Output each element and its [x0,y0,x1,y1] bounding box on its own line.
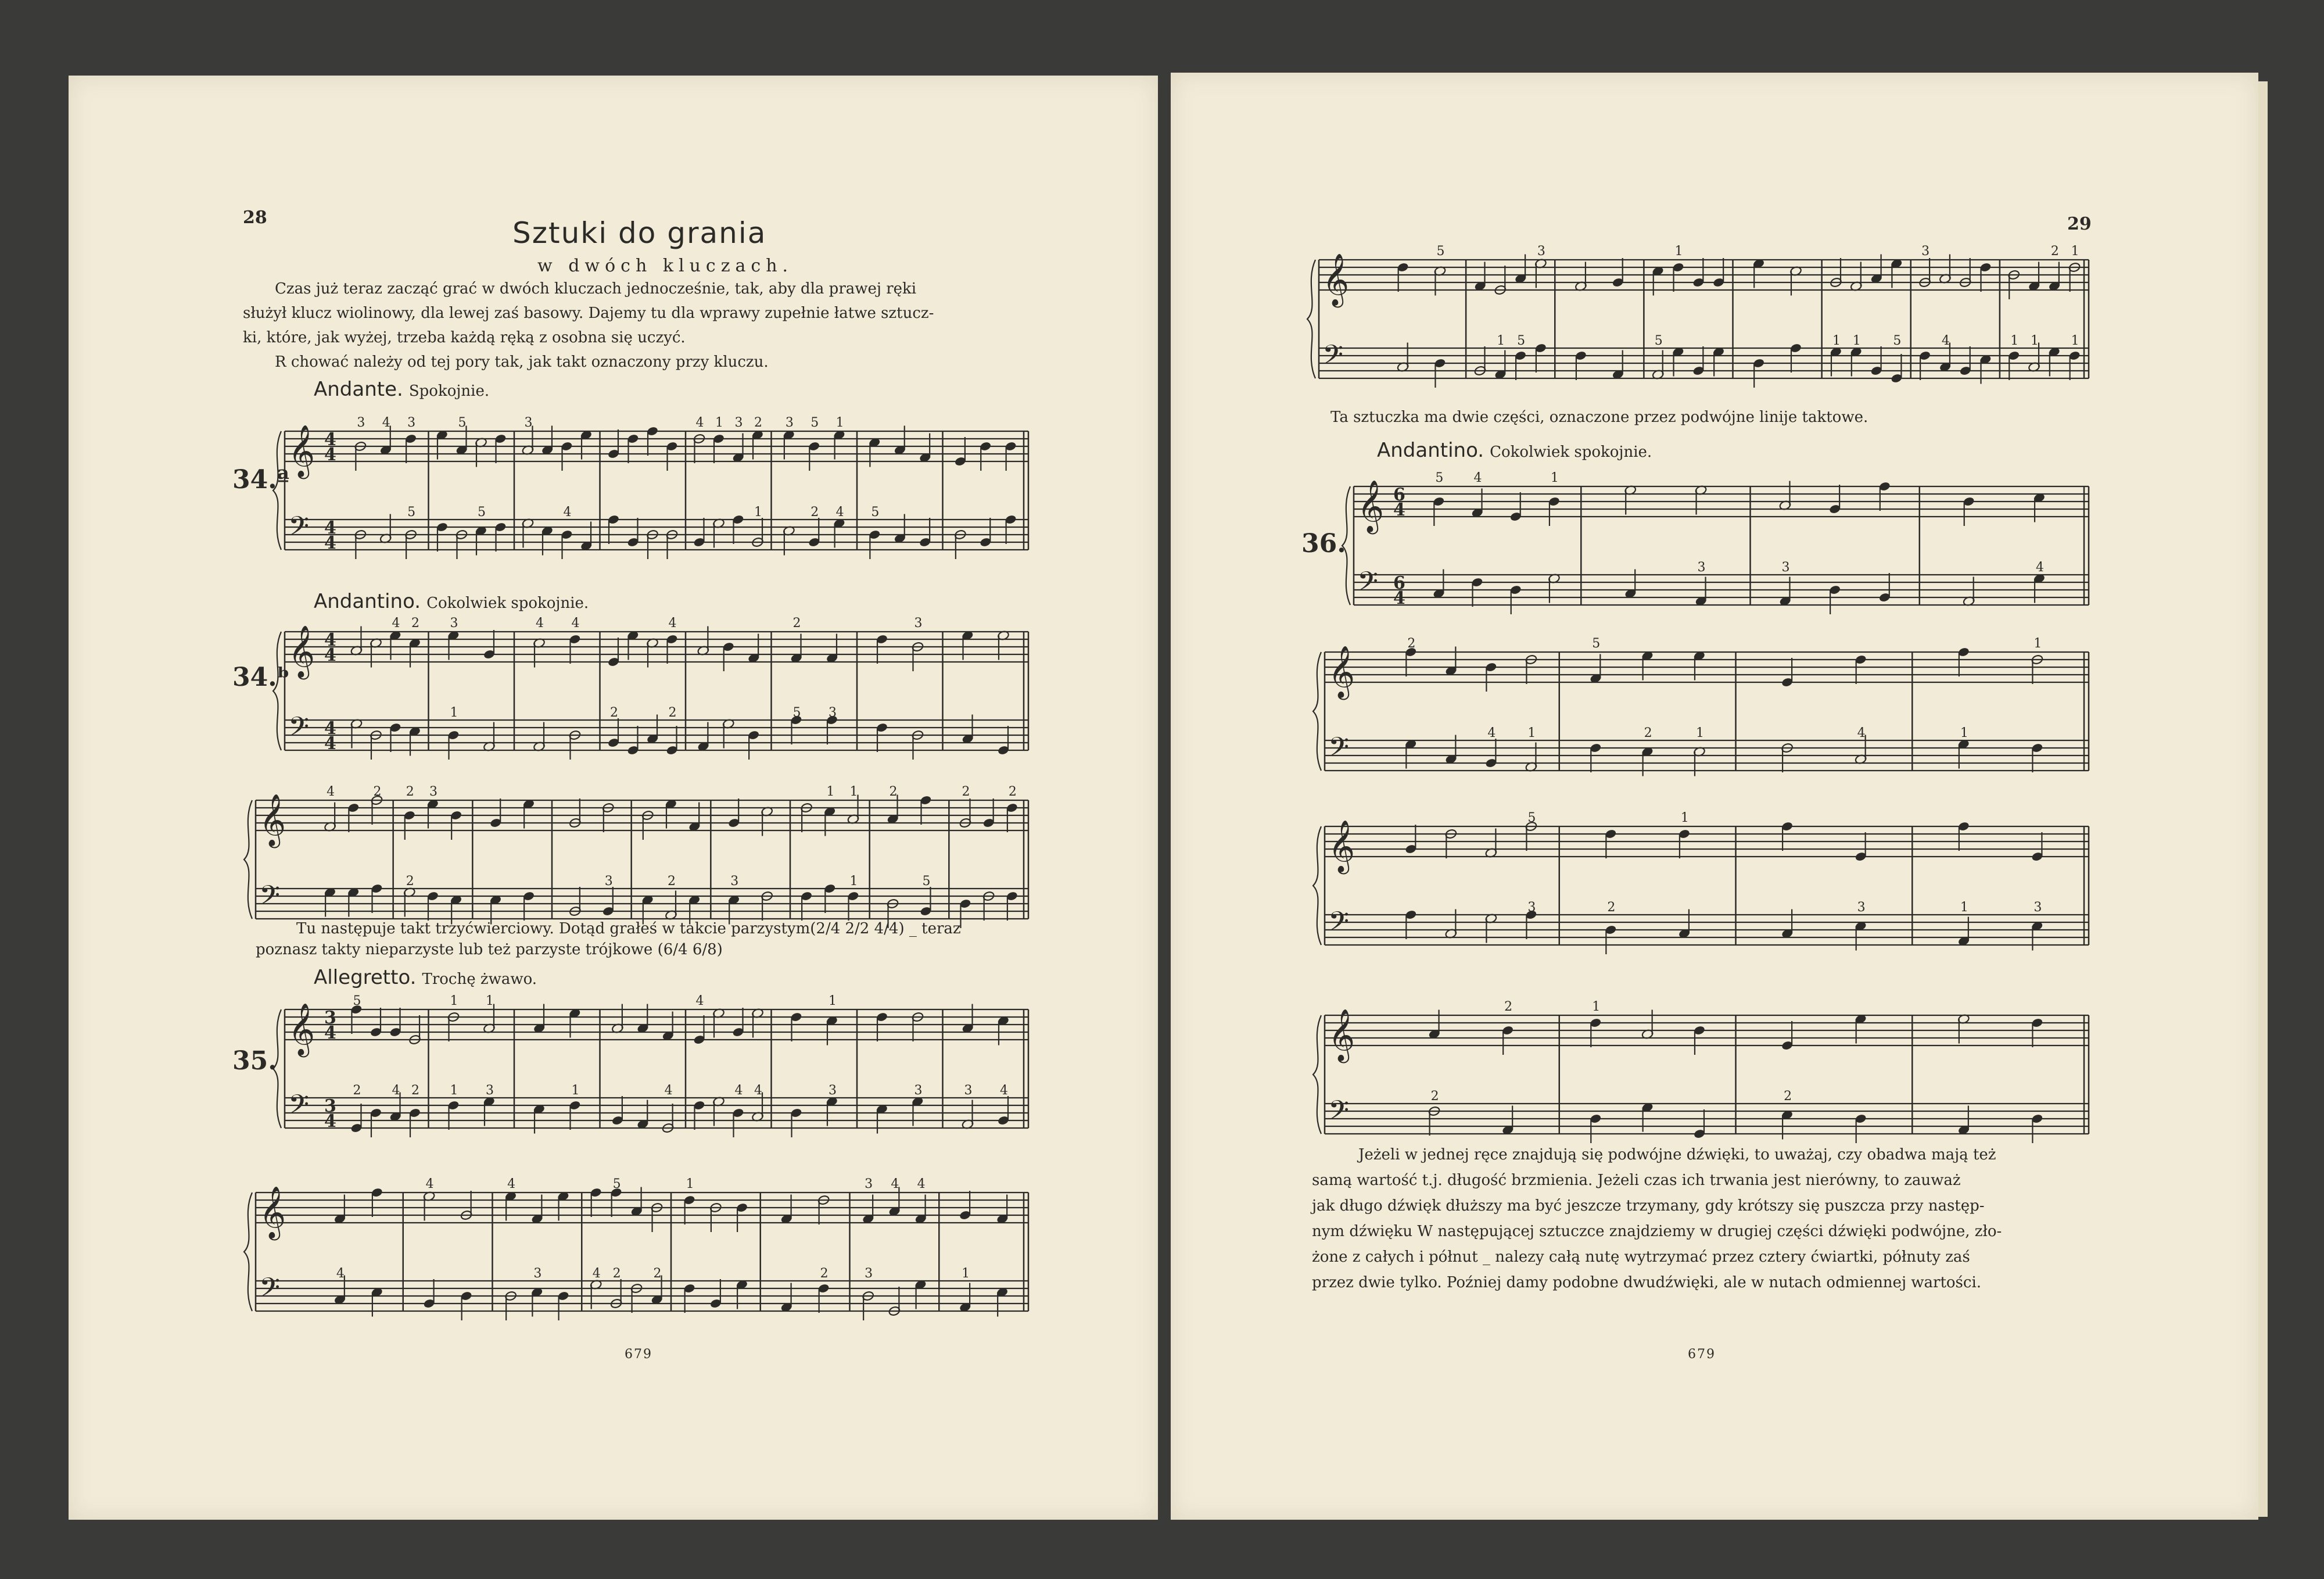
fingering: 2 [1504,1000,1513,1014]
fingering: 1 [1550,471,1559,485]
fingering: 1 [826,785,835,799]
fingering: 3 [914,1083,923,1098]
fingering: 5 [1517,334,1526,348]
tempo-marking: Allegretto. Trochę żwawo. [314,966,537,989]
fingering: 1 [1695,726,1704,740]
fingering: 2 [653,1266,662,1281]
page-number-right: 29 [2067,214,2092,234]
fingering: 4 [536,616,544,631]
fingering: 5 [1654,334,1663,348]
fingering: 1 [2033,636,2042,651]
fingering: 3 [524,416,533,430]
fingering: 3 [357,416,365,430]
body-line: żone z całych i półnut _ nalezy całą nutę wytrzymać przez cztery ćwiartki, półnuty zaś [1312,1248,1970,1266]
treble-clef: 𝄞 [288,1003,315,1055]
fingering: 5 [478,505,486,520]
bass-clef: 𝄢 [288,1089,310,1127]
fingering: 4 [668,616,677,631]
fingering: 1 [835,416,844,430]
fingering: 1 [2010,334,2019,348]
fingering: 4 [695,994,704,1008]
fingering: 5 [407,505,416,520]
fingering: 1 [450,1083,458,1098]
fingering: 5 [1435,471,1444,485]
fingering: 1 [1852,334,1861,348]
fingering: 2 [889,785,898,799]
tempo-marking: Andantino. Cokolwiek spokojnie. [314,590,589,613]
brace [1313,826,1321,945]
bass-clef: 𝄢 [259,1272,281,1310]
fingering: 2 [820,1266,829,1281]
fingering: 2 [1784,1089,1792,1104]
fingering: 1 [1497,334,1505,348]
fingering: 4 [1487,726,1496,740]
fingering: 1 [450,994,458,1008]
intro-line: służył klucz wiolinowy, dla lewej zaś basowy. Dajemy tu dla wprawy zupełnie łatwe sztucz- [243,305,934,322]
fingering: 5 [810,416,819,430]
bass-clef: 𝄢 [1357,566,1379,604]
fingering: 4 [392,616,400,631]
brace [244,1193,252,1311]
page-title: Sztuki do grania [512,216,767,250]
fingering: 2 [962,785,970,799]
music-system [1342,471,2089,613]
fingering: 4 [695,416,704,430]
fingering: 4 [999,1083,1008,1098]
treble-clef: 𝄞 [1328,1009,1355,1061]
music-system [273,616,1028,758]
fingering: 4 [571,616,580,631]
music-system [244,787,1028,927]
fingering: 1 [1527,726,1536,740]
time-signature-bottom: 4 [1393,500,1405,520]
fingering: 3 [914,616,923,631]
fingering: 3 [828,706,837,720]
body-line: jak długo dźwięk dłuższy ma być jeszcze trzymany, gdy krótszy się puszcza przy następ- [1312,1197,1985,1215]
tempo-marking: Andante. Spokojnie. [314,378,490,401]
time-signature-top: 4 [324,518,336,538]
fingering: 1 [450,706,458,720]
music-system [1307,244,2089,386]
brace [273,1009,281,1128]
time-signature-top: 6 [1393,573,1405,593]
fingering: 1 [849,874,858,889]
page-subtitle: w dwóch kluczach. [537,256,794,276]
time-signature-top: 4 [324,718,336,739]
fingering: 5 [458,416,467,430]
fingering: 4 [425,1177,434,1191]
fingering: 1 [686,1177,694,1191]
fingering: 3 [785,416,794,430]
page-edge [2258,81,2268,1517]
fingering: 5 [1592,636,1601,651]
fingering: 2 [668,706,677,720]
brace [1342,486,1350,605]
body-line: Jeżeli w jednej ręce znajdują się podwójne dźwięki, to uważaj, czy obadwa mają też [1358,1146,1996,1163]
fingering: 2 [1430,1089,1439,1104]
brace [244,800,252,919]
treble-clef: 𝄞 [1357,480,1385,532]
fingering: 1 [715,416,723,430]
fingering: 3 [485,1083,494,1098]
fingering: 4 [507,1177,516,1191]
treble-clef: 𝄞 [288,625,315,678]
fingering: 1 [1832,334,1841,348]
page-number-left: 28 [243,207,267,228]
fingering: 5 [792,706,801,720]
fingering: 3 [429,785,437,799]
footer-right: 679 [1688,1347,1716,1362]
fingering: 1 [962,1266,970,1281]
fingering: 2 [353,1083,361,1098]
intro-line: ki, które, jak wyżej, trzeba każdą ręką z osobna się uczyć. [243,329,686,346]
fingering: 3 [964,1083,973,1098]
brace [1313,652,1321,771]
piece-number: 34.ᵇ [232,663,290,692]
fingering: 3 [1921,244,1930,259]
bass-clef: 𝄢 [1328,732,1350,769]
fingering: 2 [1008,785,1017,799]
footer-left: 679 [625,1347,652,1362]
fingering: 2 [411,1083,420,1098]
fingering: 3 [828,1083,837,1098]
piece-number: 36. [1301,529,1346,558]
fingering: 3 [865,1266,873,1281]
intro-paragraph [243,277,1027,374]
fingering: 2 [406,785,414,799]
bass-clef: 𝄢 [1328,1095,1350,1133]
time-signature-bottom: 4 [324,445,336,465]
fingering: 4 [734,1083,743,1098]
fingering: 2 [810,505,819,520]
fingering: 3 [865,1177,873,1191]
caption-line: poznasz takty nieparzyste lub też parzyste trójkowe (6/4 6/8) [256,941,723,958]
treble-clef: 𝄞 [259,1186,286,1238]
fingering: 4 [664,1083,673,1098]
fingering: 3 [1857,900,1866,915]
fingering: 2 [1407,636,1416,651]
fingering: 3 [533,1266,542,1281]
caption-line: Tu następuje takt trzyćwierciowy. Dotąd grałeś w takcie parzystym(2/4 2/2 4/4) _ teraz [296,920,961,937]
fingering: 1 [2031,334,2039,348]
fingering: 3 [1537,244,1545,259]
fingering: 2 [1607,900,1616,915]
fingering: 5 [1436,244,1445,259]
time-signature-bottom: 4 [324,645,336,665]
brace [273,632,281,750]
fingering: 5 [612,1177,621,1191]
time-signature-top: 6 [1393,485,1405,505]
bass-clef: 𝄢 [259,880,281,918]
fingering: 2 [668,874,676,889]
fingering: 2 [754,416,763,430]
time-signature-top: 3 [324,1008,336,1028]
fingering: 3 [1527,900,1536,915]
fingering: 5 [353,994,361,1008]
music-system [273,994,1028,1136]
time-signature-bottom: 4 [324,533,336,553]
fingering: 1 [485,994,494,1008]
fingering: 4 [382,416,390,430]
bottom-paragraph [1312,1142,2090,1295]
fingering: 1 [849,785,858,799]
time-signature-bottom: 4 [1393,588,1405,608]
fingering: 3 [1781,560,1790,575]
piece-number: 34.ª [232,465,289,495]
music-system [273,418,1028,558]
treble-clef: 𝄞 [1328,820,1355,872]
bass-clef: 𝄢 [1328,906,1350,944]
fingering: 4 [392,1083,400,1098]
time-signature-bottom: 4 [324,1111,336,1132]
fingering: 3 [604,874,613,889]
fingering: 1 [571,1083,580,1098]
fingering: 2 [792,616,801,631]
piece-number: 35. [232,1046,277,1076]
time-signature-top: 4 [324,630,336,650]
time-signature-bottom: 4 [324,1023,336,1043]
fingering: 2 [1644,726,1652,740]
tempo-marking: Andantino. Cokolwiek spokojnie. [1377,439,1652,462]
brace [273,431,281,550]
fingering: 4 [891,1177,899,1191]
brace [1313,1015,1321,1134]
intro-line: Czas już teraz zacząć grać w dwóch kluczach jednocześnie, tak, aby dla prawej ręki [275,280,917,298]
fingering: 4 [327,785,335,799]
fingering: 4 [336,1266,345,1281]
fingering: 1 [1592,1000,1601,1014]
fingering: 1 [2071,334,2079,348]
fingering: 2 [411,616,420,631]
fingering: 1 [1674,244,1683,259]
fingering: 5 [1527,811,1536,825]
fingering: 5 [1893,334,1902,348]
music-system [1313,1002,2089,1142]
fingering: 3 [730,874,739,889]
fingering: 2 [373,785,382,799]
fingering: 1 [828,994,837,1008]
brace [1307,260,1315,378]
time-signature-bottom: 4 [324,733,336,754]
music-system [1313,811,2089,953]
fingering: 5 [871,505,880,520]
bass-clef: 𝄢 [288,511,310,549]
music-system [244,1177,1028,1319]
treble-clef: 𝄞 [259,794,286,846]
fingering: 4 [1857,726,1866,740]
time-signature-top: 3 [324,1096,336,1116]
fingering: 1 [1960,900,1968,915]
fingering: 3 [450,616,458,631]
fingering: 2 [406,874,414,889]
treble-clef: 𝄞 [288,425,315,477]
fingering: 1 [1960,726,1968,740]
fingering: 1 [2071,244,2079,259]
treble-clef: 𝄞 [1328,646,1355,698]
fingering: 2 [2050,244,2059,259]
fingering: 3 [734,416,743,430]
fingering: 2 [609,706,618,720]
fingering: 4 [835,505,844,520]
time-signature-top: 4 [324,429,336,450]
fingering: 4 [1941,334,1950,348]
bass-clef: 𝄢 [1322,339,1344,377]
fingering: 4 [1473,471,1482,485]
fingering: 4 [2036,560,2045,575]
body-line: samą wartość t.j. długość brzmienia. Jeżeli czas ich trwania jest nierówny, to zauważ [1312,1172,1961,1189]
fingering: 5 [922,874,931,889]
fingering: 4 [917,1177,926,1191]
music-system [1313,636,2089,779]
fingering: 1 [1680,811,1689,825]
fingering: 4 [754,1083,763,1098]
fingering: 4 [563,505,572,520]
body-line: przez dwie tylko. Poźniej damy podobne dwudźwięki, ale w nutach odmiennej wartości. [1312,1274,1982,1291]
fingering: 2 [612,1266,621,1281]
fingering: 3 [2033,900,2042,915]
fingering: 3 [407,416,416,430]
fingering: 4 [592,1266,601,1281]
fingering: 1 [754,505,763,520]
caption-right-top: Ta sztuczka ma dwie części, oznaczone przez podwójne linije taktowe. [1330,409,1868,426]
bass-clef: 𝄢 [288,711,310,749]
body-line: nym dźwięku W następującej sztuczce znajdziemy w drugiej części dźwięki podwójne, zło- [1312,1223,2002,1240]
fingering: 3 [1697,560,1706,575]
intro-line: R chować należy od tej pory tak, jak takt oznaczony przy kluczu. [275,353,769,371]
treble-clef: 𝄞 [1322,253,1350,306]
